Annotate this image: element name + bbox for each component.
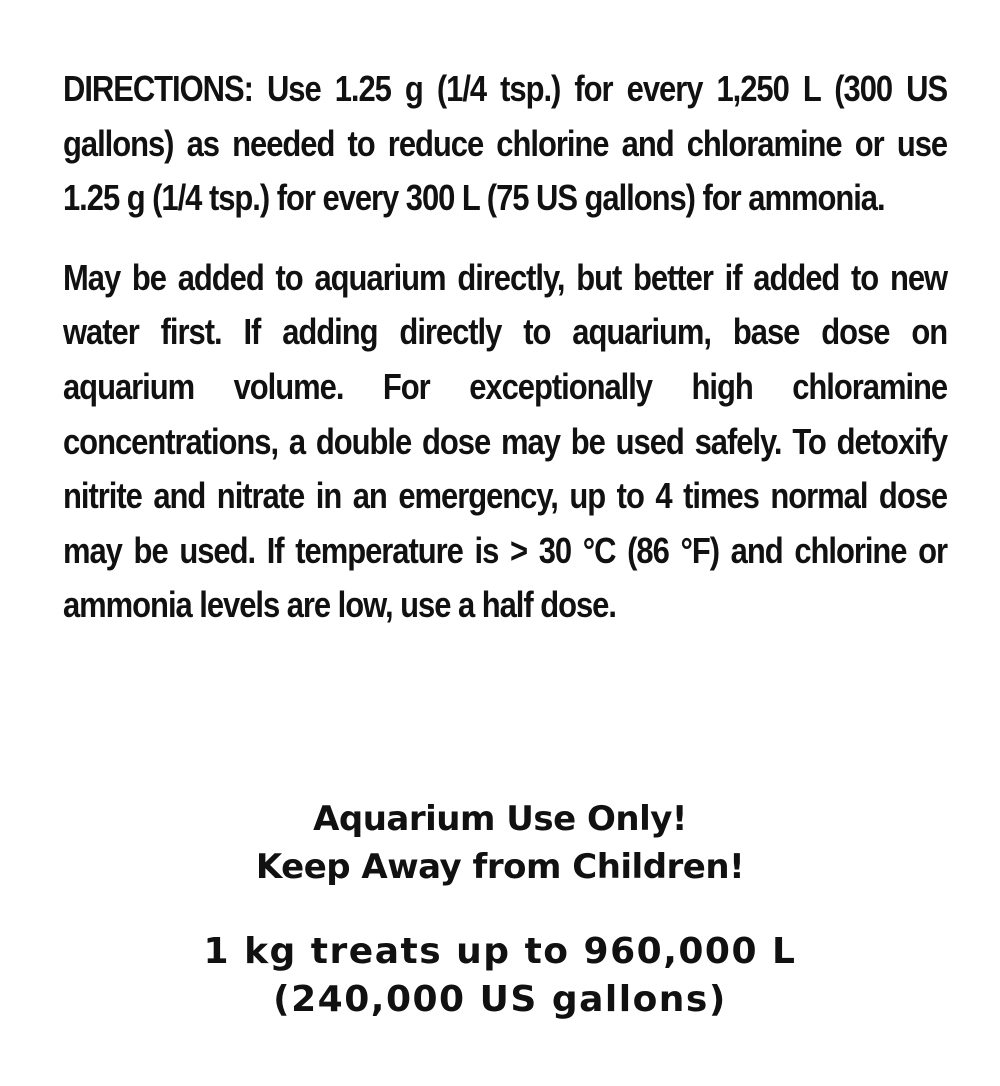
directions-paragraph: DIRECTIONS: Use 1.25 g (1/4 tsp.) for every 1,250 L (300 US gallons) as needed to reduce chlorine and chloramine or use 1.25 g (1/4 tsp.) for every 300 L (75 US gallons) for ammonia. — [63, 68, 948, 219]
aquarium-use-only-warning: Aquarium Use Only! — [313, 799, 687, 839]
keep-away-from-children-warning: Keep Away from Children! — [255, 847, 745, 887]
usage-paragraph: May be added to aquarium directly, but better if added to new water first. If adding directly to aquarium, base dose on aquarium volume. For exceptionally high chloramine concentrations, a double dose may be used safely. To detoxify nitrite and nitrate in an emergency, up to 4 times normal dose may be used. If temperature is > 30 °C (86 °F) and chlorine or ammonia levels are low, use a half dose. — [63, 256, 948, 626]
treatment-capacity-us: (240,000 US gallons) — [273, 979, 727, 1020]
treatment-capacity-metric: 1 kg treats up to 960,000 L — [203, 931, 797, 972]
